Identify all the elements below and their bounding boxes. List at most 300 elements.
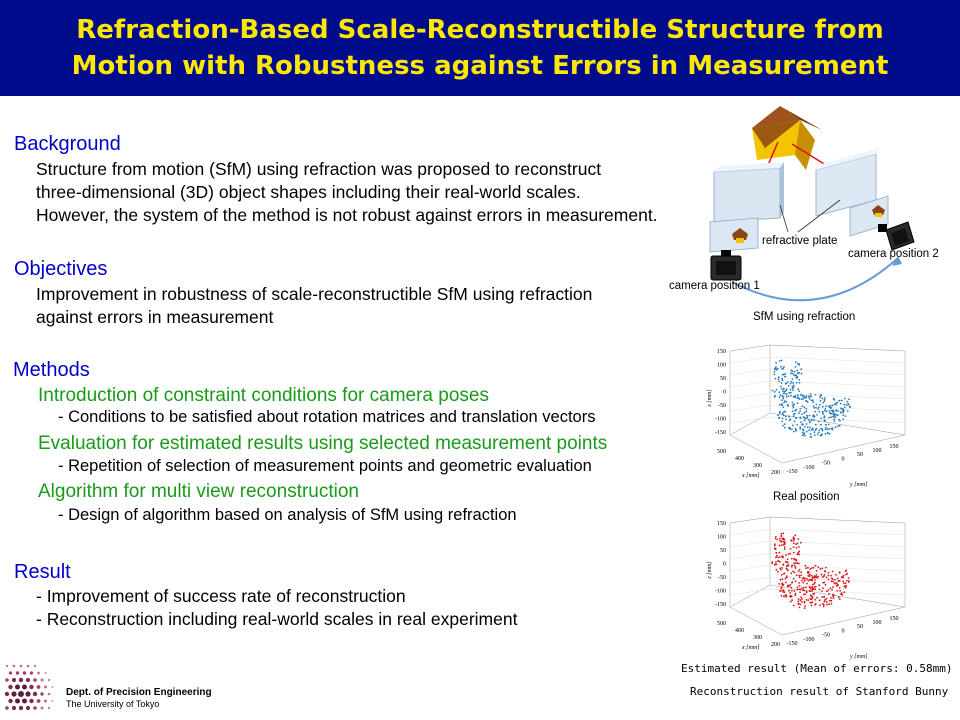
bunny-point bbox=[785, 554, 787, 556]
bunny-point bbox=[829, 433, 831, 435]
logo-dot bbox=[37, 685, 41, 689]
bunny-point bbox=[803, 395, 805, 397]
bunny-point bbox=[799, 604, 801, 606]
bunny-point bbox=[781, 544, 783, 546]
bunny-point bbox=[792, 425, 794, 427]
bunny-point bbox=[787, 405, 789, 407]
bunny-point bbox=[786, 396, 788, 398]
bunny-point bbox=[781, 360, 783, 362]
bunny-point bbox=[781, 378, 783, 380]
bunny-point bbox=[794, 421, 796, 423]
bunny-point bbox=[782, 398, 784, 400]
method-2-title: Evaluation for estimated results using selected measurement points bbox=[38, 433, 608, 454]
bunny-point bbox=[775, 548, 777, 550]
bunny-point bbox=[801, 373, 803, 375]
bunny-point bbox=[785, 582, 787, 584]
y-tick-label: -50 bbox=[822, 632, 830, 639]
estimated-caption: Estimated result (Mean of errors: 0.58mm) bbox=[681, 662, 953, 675]
bunny-point bbox=[781, 567, 783, 569]
grid-line bbox=[730, 553, 770, 559]
background-line-1: Structure from motion (SfM) using refraction was proposed to reconstruct bbox=[36, 159, 602, 179]
bunny-point bbox=[787, 558, 789, 560]
grid-line bbox=[770, 541, 905, 547]
bunny-point bbox=[783, 541, 785, 543]
bunny-point bbox=[807, 571, 809, 573]
bunny-point bbox=[800, 596, 802, 598]
result-line-2: - Reconstruction including real-world scales in real experiment bbox=[36, 609, 518, 629]
bunny-point bbox=[844, 398, 846, 400]
bunny-point bbox=[825, 424, 827, 426]
logo-dot bbox=[26, 706, 30, 710]
bunny-point bbox=[793, 562, 795, 564]
bunny-point bbox=[777, 378, 779, 380]
bunny-point bbox=[824, 570, 826, 572]
bunny-point bbox=[799, 585, 801, 587]
bunny-point bbox=[846, 580, 848, 582]
logo-dot bbox=[48, 679, 50, 681]
title-banner bbox=[0, 0, 960, 96]
bunny-point bbox=[804, 407, 806, 409]
z-axis-label: z [mm] bbox=[707, 389, 713, 407]
method-1-detail: - Conditions to be satisfied about rotation matrices and translation vectors bbox=[58, 408, 596, 426]
bunny-point bbox=[797, 589, 799, 591]
bunny-point bbox=[801, 413, 803, 415]
bunny-point bbox=[784, 573, 786, 575]
bunny-point bbox=[795, 560, 797, 562]
bunny-point bbox=[783, 366, 785, 368]
z-tick-label: -150 bbox=[715, 430, 726, 436]
bunny-point bbox=[782, 578, 784, 580]
bunny-point bbox=[795, 377, 797, 379]
bunny-point bbox=[848, 404, 850, 406]
bunny-point bbox=[798, 390, 800, 392]
bunny-point bbox=[828, 593, 830, 595]
bunny-point bbox=[830, 587, 832, 589]
bunny-point bbox=[778, 417, 780, 419]
logo-dot bbox=[12, 678, 16, 682]
logo-dot bbox=[19, 678, 23, 682]
bunny-point bbox=[802, 432, 804, 434]
grid-line bbox=[730, 529, 770, 535]
bunny-point bbox=[783, 563, 785, 565]
bunny-point bbox=[800, 408, 802, 410]
logo-dot bbox=[26, 678, 30, 682]
bunny-point bbox=[800, 571, 802, 573]
bunny-point bbox=[822, 582, 824, 584]
bunny-point bbox=[830, 600, 832, 602]
bunny-point bbox=[788, 590, 790, 592]
bunny-point bbox=[804, 417, 806, 419]
bunny-point bbox=[835, 404, 837, 406]
bunny-point bbox=[790, 392, 792, 394]
bunny-point bbox=[833, 413, 835, 415]
bunny-point bbox=[779, 394, 781, 396]
bunny-point bbox=[845, 585, 847, 587]
bunny-point bbox=[819, 404, 821, 406]
bunny-point bbox=[828, 589, 830, 591]
bunny-point bbox=[793, 552, 795, 554]
bunny-point bbox=[779, 540, 781, 542]
bunny-point bbox=[827, 575, 829, 577]
bunny-point bbox=[781, 583, 783, 585]
grid-line bbox=[730, 577, 770, 583]
bunny-point bbox=[775, 561, 777, 563]
bunny-point bbox=[792, 405, 794, 407]
bunny-point bbox=[826, 411, 828, 413]
bunny-point bbox=[811, 580, 813, 582]
bunny-point bbox=[790, 389, 792, 391]
bunny-point bbox=[772, 390, 774, 392]
bunny-point bbox=[782, 390, 784, 392]
bunny-point bbox=[818, 411, 820, 413]
bunny-point bbox=[828, 417, 830, 419]
bunny-point bbox=[819, 568, 821, 570]
logo-university-name: The University of Tokyo bbox=[66, 699, 160, 709]
bunny-point bbox=[815, 428, 817, 430]
sfm-caption: SfM using refraction bbox=[753, 311, 856, 323]
bunny-point bbox=[809, 568, 811, 570]
bunny-point bbox=[801, 587, 803, 589]
bunny-point bbox=[837, 425, 839, 427]
bunny-point bbox=[794, 572, 796, 574]
bunny-point bbox=[793, 540, 795, 542]
bunny-point bbox=[778, 381, 780, 383]
logo-dot bbox=[8, 685, 12, 689]
bunny-point bbox=[805, 408, 807, 410]
bunny-point bbox=[793, 403, 795, 405]
bunny-point bbox=[836, 414, 838, 416]
bunny-point bbox=[802, 434, 804, 436]
bunny-point bbox=[808, 580, 810, 582]
logo-dot bbox=[19, 706, 23, 710]
bunny-point bbox=[774, 391, 776, 393]
bunny-point bbox=[835, 583, 837, 585]
bunny-point bbox=[827, 432, 829, 434]
grid-line bbox=[730, 393, 770, 399]
objectives-line-1: Improvement in robustness of scale-reconstructible SfM using refraction bbox=[36, 284, 593, 304]
bunny-point bbox=[805, 410, 807, 412]
bunny-point bbox=[812, 401, 814, 403]
bunny-point bbox=[793, 542, 795, 544]
bunny-point bbox=[796, 370, 798, 372]
bunny-point bbox=[791, 558, 793, 560]
bunny-point bbox=[840, 411, 842, 413]
z-tick-label: -50 bbox=[718, 575, 726, 581]
bunny-point bbox=[832, 586, 834, 588]
bunny-point bbox=[813, 407, 815, 409]
bunny-point bbox=[828, 405, 830, 407]
bunny-point bbox=[783, 388, 785, 390]
bunny-point bbox=[839, 598, 841, 600]
bunny-point bbox=[778, 583, 780, 585]
x-axis-label: x [mm] bbox=[742, 645, 760, 651]
bunny-point bbox=[774, 378, 776, 380]
bunny-point bbox=[801, 601, 803, 603]
bunny-point bbox=[787, 381, 789, 383]
bunny-point bbox=[776, 389, 778, 391]
bunny-point bbox=[775, 538, 777, 540]
refractive-plate-1 bbox=[714, 162, 784, 222]
bunny-point bbox=[806, 423, 808, 425]
bunny-point bbox=[793, 385, 795, 387]
bunny-point bbox=[810, 594, 812, 596]
bunny-point bbox=[790, 383, 792, 385]
bunny-point bbox=[828, 603, 830, 605]
bunny-point bbox=[797, 388, 799, 390]
bunny-point bbox=[819, 429, 821, 431]
y-tick-label: -100 bbox=[803, 636, 815, 643]
logo-dot bbox=[33, 692, 37, 696]
bunny-point bbox=[809, 598, 811, 600]
axis-line bbox=[730, 413, 770, 435]
grid-line bbox=[730, 589, 770, 595]
logo-dot bbox=[30, 671, 33, 674]
axis-line bbox=[730, 345, 770, 351]
bunny-point bbox=[843, 586, 845, 588]
bunny-point bbox=[783, 591, 785, 593]
bunny-point bbox=[796, 554, 798, 556]
bunny-point bbox=[809, 427, 811, 429]
bunny-point bbox=[790, 595, 792, 597]
bunny-point bbox=[848, 399, 850, 401]
logo-dot bbox=[8, 699, 12, 703]
bunny-point bbox=[836, 585, 838, 587]
bunny-point bbox=[775, 556, 777, 558]
bunny-point bbox=[806, 395, 808, 397]
bunny-point bbox=[805, 586, 807, 588]
bunny-point bbox=[784, 423, 786, 425]
bunny-point bbox=[783, 596, 785, 598]
bunny-point bbox=[815, 565, 817, 567]
x-tick-label: 200 bbox=[771, 642, 780, 648]
bunny-point bbox=[814, 599, 816, 601]
logo-dot bbox=[37, 699, 41, 703]
bunny-point bbox=[848, 580, 850, 582]
bunny-point bbox=[819, 589, 821, 591]
bunny-point bbox=[788, 416, 790, 418]
y-tick-label: -150 bbox=[786, 469, 798, 475]
bunny-point bbox=[830, 405, 832, 407]
bunny-point bbox=[794, 594, 796, 596]
bunny-point bbox=[837, 410, 839, 412]
bunny-point bbox=[822, 603, 824, 605]
bunny-point bbox=[804, 426, 806, 428]
bunny-point bbox=[808, 395, 810, 397]
bunny-point bbox=[781, 574, 783, 576]
bunny-point bbox=[778, 391, 780, 393]
bunny-point bbox=[821, 568, 823, 570]
bunny-point bbox=[815, 394, 817, 396]
bunny-point bbox=[777, 368, 779, 370]
bunny-point bbox=[779, 396, 781, 398]
bunny-point bbox=[816, 574, 818, 576]
bunny-point bbox=[782, 406, 784, 408]
bunny-point bbox=[815, 404, 817, 406]
bunny-point bbox=[830, 407, 832, 409]
bunny-point bbox=[790, 372, 792, 374]
bunny-point bbox=[797, 586, 799, 588]
bunny-point bbox=[811, 586, 813, 588]
bunny-point bbox=[798, 379, 800, 381]
bunny-point bbox=[844, 406, 846, 408]
bunny-point bbox=[822, 406, 824, 408]
bunny-point bbox=[798, 364, 800, 366]
bunny-point bbox=[806, 431, 808, 433]
bunny-point bbox=[807, 575, 809, 577]
bunny-point bbox=[776, 552, 778, 554]
bunny-point bbox=[780, 535, 782, 537]
bunny-point bbox=[830, 416, 832, 418]
bunny-point bbox=[792, 373, 794, 375]
bunny-point bbox=[797, 601, 799, 603]
bunny-point bbox=[828, 572, 830, 574]
z-tick-label: -100 bbox=[715, 416, 726, 423]
bunny-point bbox=[776, 563, 778, 565]
bunny-point bbox=[842, 581, 844, 583]
bunny-point bbox=[788, 585, 790, 587]
bunny-point bbox=[826, 577, 828, 579]
background-heading: Background bbox=[14, 133, 121, 155]
bunny-point bbox=[797, 397, 799, 399]
objectives-line-2: against errors in measurement bbox=[36, 307, 274, 327]
y-axis-label: y [mm] bbox=[850, 482, 868, 488]
grid-line bbox=[770, 565, 905, 571]
bunny-point bbox=[788, 553, 790, 555]
bunny-point bbox=[778, 552, 780, 554]
bunny-point bbox=[795, 566, 797, 568]
bunny-point bbox=[824, 420, 826, 422]
bunny-point bbox=[798, 551, 800, 553]
bunny-point bbox=[818, 421, 820, 423]
bunny-point bbox=[798, 582, 800, 584]
bunny-point bbox=[789, 427, 791, 429]
bunny-point bbox=[831, 428, 833, 430]
bunny-point bbox=[779, 538, 781, 540]
bunny-point bbox=[809, 590, 811, 592]
bunny-point bbox=[795, 562, 797, 564]
bunny-point bbox=[788, 395, 790, 397]
bunny-point bbox=[783, 584, 785, 586]
bunny-point bbox=[819, 396, 821, 398]
grid-line bbox=[770, 369, 905, 375]
bunny-point bbox=[826, 590, 828, 592]
bunny-point bbox=[795, 417, 797, 419]
bunny-point bbox=[792, 378, 794, 380]
bunny-point bbox=[779, 411, 781, 413]
bunny-point bbox=[784, 539, 786, 541]
bunny-point bbox=[812, 601, 814, 603]
bunny-point bbox=[821, 433, 823, 435]
y-tick-label: 50 bbox=[857, 624, 863, 631]
logo-dot bbox=[29, 685, 33, 689]
bunny-point bbox=[813, 405, 815, 407]
bunny-point bbox=[780, 588, 782, 590]
bunny-point bbox=[804, 580, 806, 582]
bunny-point bbox=[782, 379, 784, 381]
y-tick-label: 50 bbox=[857, 452, 863, 459]
logo-dot bbox=[40, 692, 43, 695]
bunny-point bbox=[784, 400, 786, 402]
bunny-point bbox=[814, 579, 816, 581]
bunny-point bbox=[795, 366, 797, 368]
bunny-point bbox=[798, 571, 800, 573]
bunny-point bbox=[803, 587, 805, 589]
bunny-point bbox=[815, 424, 817, 426]
bunny-point bbox=[817, 408, 819, 410]
bunny-point bbox=[785, 393, 787, 395]
bunny-point bbox=[798, 563, 800, 565]
y-tick-label: -150 bbox=[786, 641, 798, 647]
bunny-point bbox=[809, 398, 811, 400]
logo-dot bbox=[23, 671, 26, 674]
bunny-point bbox=[818, 407, 820, 409]
bunny-point bbox=[808, 419, 810, 421]
bunny-point bbox=[800, 542, 802, 544]
bunny-point bbox=[842, 577, 844, 579]
bunny-point bbox=[775, 368, 777, 370]
z-tick-label: 0 bbox=[723, 389, 726, 396]
bunny-point bbox=[839, 420, 841, 422]
bunny-point bbox=[810, 396, 812, 398]
bunny-point bbox=[792, 382, 794, 384]
bunny-point bbox=[836, 590, 838, 592]
bunny-point bbox=[821, 574, 823, 576]
bunny-point bbox=[776, 539, 778, 541]
bunny-point bbox=[828, 424, 830, 426]
method-1-title: Introduction of constraint conditions for camera poses bbox=[38, 385, 489, 406]
y-tick-label: 100 bbox=[872, 448, 882, 454]
bunny-point bbox=[812, 597, 814, 599]
bunny-point bbox=[805, 578, 807, 580]
bunny-point bbox=[777, 560, 779, 562]
bunny-point bbox=[804, 397, 806, 399]
bunny-point bbox=[791, 582, 793, 584]
logo-dot bbox=[16, 671, 19, 674]
bunny-point bbox=[822, 402, 824, 404]
x-tick-label: 400 bbox=[735, 628, 744, 634]
bunny-point bbox=[821, 590, 823, 592]
bunny-point bbox=[793, 546, 795, 548]
house-object bbox=[752, 106, 822, 170]
z-tick-label: 150 bbox=[717, 349, 726, 355]
logo-dot bbox=[44, 672, 46, 674]
bunny-point bbox=[791, 599, 793, 601]
bunny-point bbox=[790, 587, 792, 589]
logo-dot bbox=[51, 700, 53, 702]
bunny-point bbox=[795, 543, 797, 545]
bunny-point bbox=[803, 577, 805, 579]
bunny-point bbox=[825, 428, 827, 430]
bunny-point bbox=[779, 404, 781, 406]
bunny-point bbox=[814, 431, 816, 433]
logo-dot bbox=[41, 679, 44, 682]
bunny-point bbox=[816, 576, 818, 578]
bunny-point bbox=[832, 581, 834, 583]
grid-line bbox=[730, 405, 770, 411]
bunny-point bbox=[785, 561, 787, 563]
bunny-point bbox=[840, 407, 842, 409]
bunny-point bbox=[783, 415, 785, 417]
logo-dot bbox=[6, 665, 8, 667]
x-tick-label: 400 bbox=[735, 456, 744, 462]
bunny-point bbox=[785, 419, 787, 421]
x-tick-label: 500 bbox=[717, 449, 726, 455]
bunny-point bbox=[791, 565, 793, 567]
bunny-point bbox=[799, 410, 801, 412]
bunny-point bbox=[791, 370, 793, 372]
bunny-point bbox=[784, 548, 786, 550]
bunny-point bbox=[810, 429, 812, 431]
